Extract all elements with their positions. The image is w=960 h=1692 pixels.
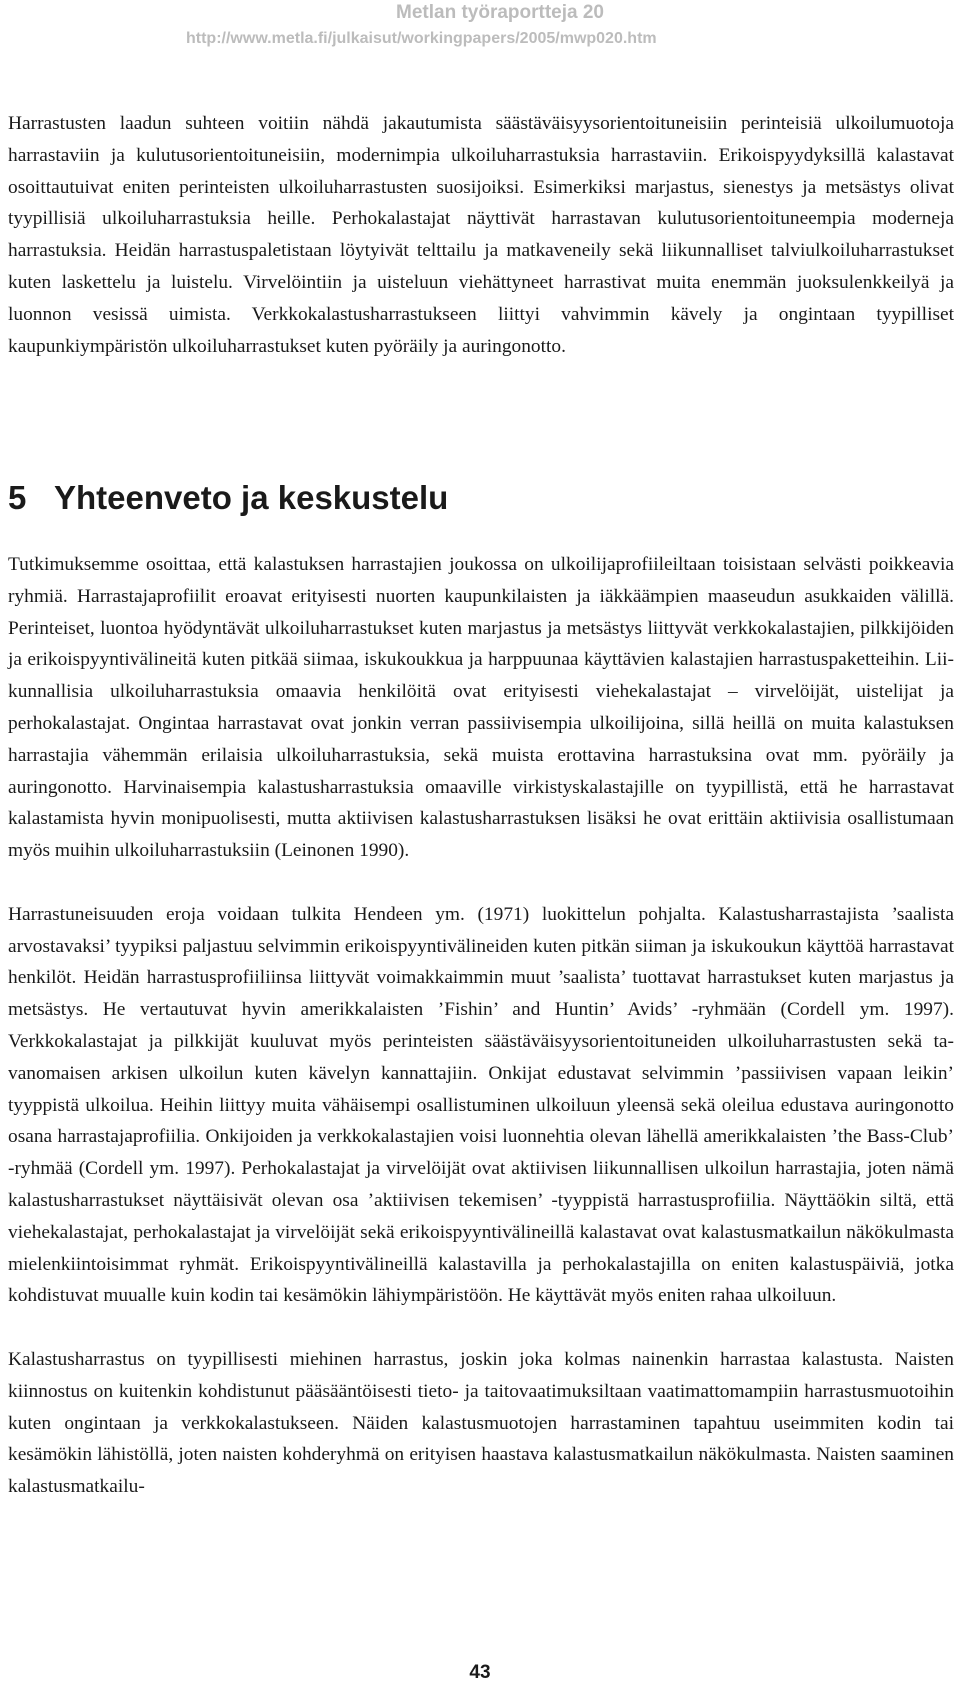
intro-text — [8, 108, 954, 362]
intro-paragraph: Harrastusten laadun suhteen voitiin nähdä jakautumista säästäväisyysorientoituneisiin perinteisiä ulkoilumuotoja harrastaviin ja kulutusorientoituneisiin, modernimpia ulkoiluharrastuksia harrastaviin. Erikoispyydyksillä kalastavat osoittautuivat eniten perinteisten ulkoiluharrastusten suosijoiksi. Esimerkiksi marjastus, sienestys ja metsästys olivat tyypillisiä ulkoiluharrastuksia heille. Perhokalastajat näyttivät harrastavan kulutusorientoituneempia moderneja harrastuksia. Heidän harrastuspaletistaan löytyivät telttailu ja matkaveneily sekä liikunnalliset talviulkoiluharrastukset kuten laskettelu ja luistelu. Virvelöintiin ja uisteluun viehättyneet harrastivat muita enemmän juoksulenkkeilyä ja luonnon vesissä uimista. Verkkokalastusharrastukseen liittyi vahvimmin kävely ja ongintaan tyypilliset kaupunkiympäristön ulkoiluharrastukset kuten pyöräily ja auringonotto. — [8, 113, 954, 357]
body-paragraph-1: Tutkimuksemme osoittaa, että kalastuksen harrastajien joukossa on ulkoilijaprofiileiltaan toisistaan selvästi poikkeavia ryhmiä. Harrastajaprofiilit eroavat erityisesti nuorten kaupunkilaisten ja iäkkäämpien maaseudun asukkaiden välillä. Perinteiset, luontoa hyödyntävät ulkoiluharrastukset kuten marjastus ja metsästys liittyvät verkkokalastajien, pilkkijöiden ja erikoispyyntivälineitä kuten pitkää siimaa, iskukoukkua ja harppuunaa käyttävien kalastajien harrastuspaketteihin. Liikunnallisia ulkoiluharrastuksia omaavia henkilöitä ovat erityisesti viehekalastajat – virvelöijät, uistelijat ja perhokalastajat. Ongintaa harrastavat ovat jonkin verran passiivisempia ulkoilijoina, sillä heillä on muita kalastuksen harrastajia vähemmän erilaisia ulkoiluharrastuksia, sekä muista erottavina harrastuksina ovat mm. pyöräily ja auringonotto. Harvinaisempia kalastusharrastuksia omaaville virkistyskalastajille on tyypillistä, että he harrastavat kalastamista hyvin monipuolisesti, mutta aktiivisen kalastusharrastuksen lisäksi he ovat erittäin aktiivisia osallistumaan myös muihin ulkoiluharrastuksiin (Leinonen 1990). — [8, 554, 954, 862]
section-title: Yhteenveto ja keskustelu — [54, 479, 449, 516]
publication-url[interactable]: http://www.metla.fi/julkaisut/workingpapers/2005/mwp020.htm — [186, 30, 657, 47]
section-number: 5 — [8, 479, 27, 516]
series-title: Metlan työraportteja 20 — [396, 2, 604, 23]
body-paragraph-3: Kalastusharrastus on tyypillisesti miehinen harrastus, joskin joka kolmas nainenkin harrastaa kalastusta. Naisten kiinnostus on kuitenkin kohdistunut pääsääntöisesti tieto- ja taitovaatimuksiltaan vaatimattomampiin harrastusmuotoihin kuten ongintaan ja verkkokalastukseen. Näiden kalastusmuotojen harrastaminen tapahtuu useimmiten kodin tai kesämökin lähistöllä, joten naisten kohderyhmä on erityisen haastava kalastusmatkailun näkökulmasta. Naisten saaminen kalastusmatkailu- — [8, 1348, 954, 1498]
body-paragraph-2: Harrastuneisuuden eroja voidaan tulkita Hendeen ym. (1971) luokittelun pohjalta. Kalastusharrastajista ’saalista arvostavaksi’ tyypiksi paljastuu selvimmin erikoispyyntivälineiden kuten pitkän siiman ja iskukoukun käyttöä harrastavat henkilöt. Heidän harrastusprofiiliinsa liittyvät voimakkaimmin muut ’saalista’ tuottavat harrastukset kuten marjastus ja metsästys. He vertautuvat hyvin amerikkalaisten ’Fishin’ and Huntin’ Avids’ -ryhmään (Cordell ym. 1997). Verkkokalastajat ja pilkkijät kuuluvat myös perinteisten säästäväisyysorientoituneiden ulkoiluharrastusten sekä tavanomaisen arkisen ulkoilun kuten kävelyn kannattajiin. Onkijat edustavat selvimmin ’passiivisen vapaan leikin’ tyyppistä ulkoilua. Heihin liittyy muita vähäisempi osallistuminen ulkoiluun yleensä sekä oleilua edustava auringonotto osana harrastajaprofiilia. Onkijoiden ja verkkokalastajien voisi luonnehtia olevan lähellä amerikkalaisten ’the Bass-Club’ -ryhmää (Cordell ym. 1997). Perhokalastajat ja virvelöijät ovat aktiivisen liikunnallisen ulkoilun harrastajia, joten nämä kalastusharrastukset näyttäisivät olevan osa ’aktiivisen tekemisen’ -tyyppistä harrastusprofiilia. Näyttäökin siltä, että viehekalastajat, perhokalastajat ja virvelöijät sekä erikoispyyntivälineillä kalastavat ovat kalastusmatkailun näkökulmasta mielenkiintoisimmat ryhmät. Erikoispyyntivälineillä kalastavilla ja perhokalastajilla on eniten kalastuspäiviä, jotka kohdistuvat muualle kuin kodin tai kesämökin lähiympäristöön. He käyttävät myös eniten rahaa ulkoiluun. — [8, 903, 954, 1307]
section-body — [8, 549, 954, 1503]
page-number: 43 — [469, 1662, 491, 1683]
section-heading — [8, 478, 448, 518]
